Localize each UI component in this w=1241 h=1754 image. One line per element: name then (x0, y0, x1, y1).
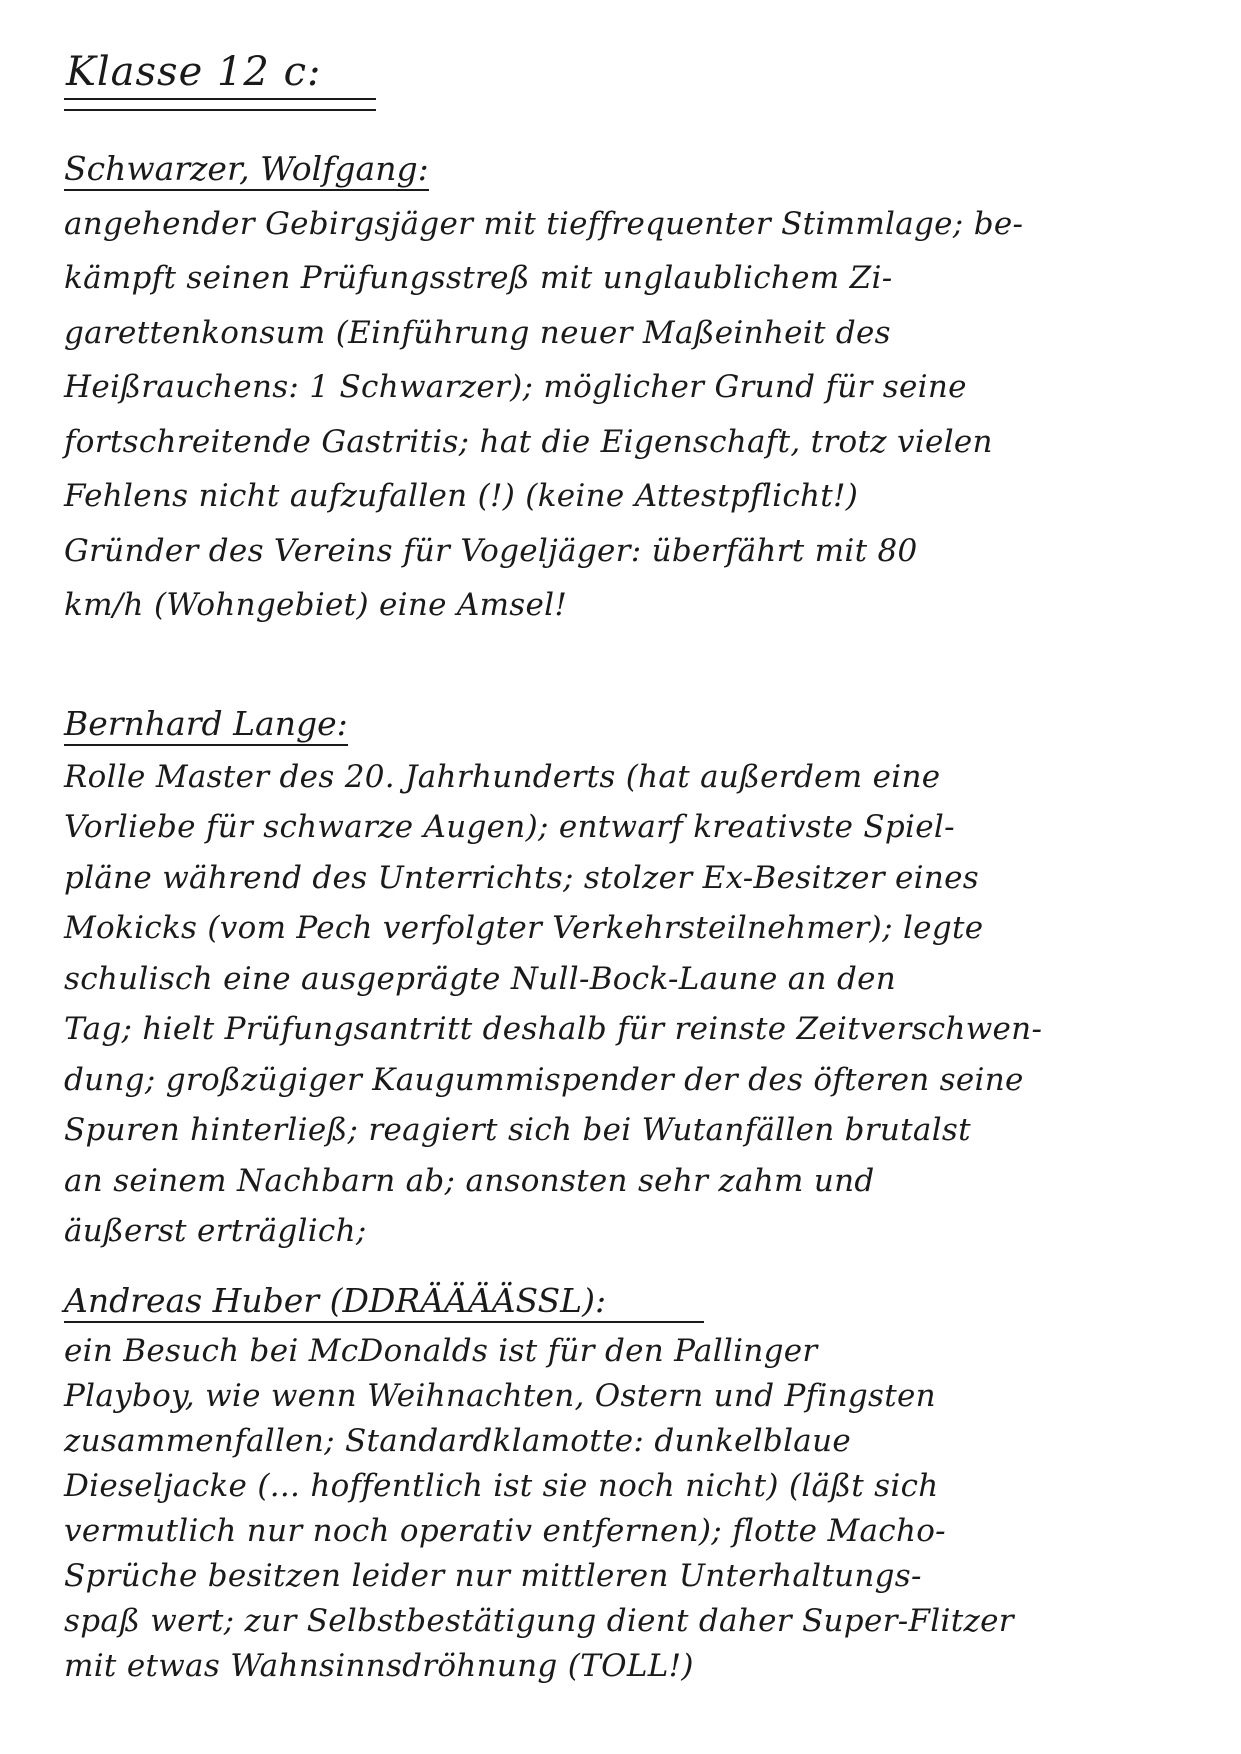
text-line: zusammenfallen; Standardklamotte: dunkelblaue (64, 1422, 851, 1459)
text-line: ein Besuch bei McDonalds ist für den Pallinger (64, 1332, 818, 1369)
text-line: an seinem Nachbarn ab; ansonsten sehr zahm und (64, 1162, 875, 1199)
text-line: Sprüche besitzen leider nur mittleren Unterhaltungs- (64, 1557, 922, 1594)
text-line: spaß wert; zur Selbstbestätigung dient daher Super-Flitzer (64, 1602, 1014, 1639)
text-line: äußerst erträglich; (64, 1213, 367, 1250)
text-line: Mokicks (vom Pech verfolgter Verkehrsteilnehmer); legte (64, 910, 984, 947)
text-line: mit etwas Wahnsinnsdröhnung (TOLL!) (64, 1647, 694, 1684)
section-heading: Andreas Huber (DDRÄÄÄÄSSL): (64, 1282, 704, 1323)
section-body (64, 752, 1174, 1257)
text-line: garettenkonsum (Einführung neuer Maßeinheit des (64, 314, 891, 351)
text-line: angehender Gebirgsjäger mit tieffrequenter Stimmlage; be- (64, 205, 1024, 242)
text-line: vermutlich nur noch operativ entfernen); flotte Macho- (64, 1512, 946, 1549)
section-body (64, 197, 1174, 633)
section-huber (64, 1282, 1174, 1689)
text-line: Spuren hinterließ; reagiert sich bei Wutanfällen brutalst (64, 1112, 971, 1149)
text-line: kämpft seinen Prüfungsstreß mit unglaublichem Zi- (64, 260, 893, 297)
text-line: Fehlens nicht aufzufallen (!) (keine Attestpflicht!) (64, 478, 859, 515)
text-line: km/h (Wohngebiet) eine Amsel! (64, 587, 568, 624)
text-line: Heißrauchens: 1 Schwarzer); möglicher Grund für seine (64, 369, 967, 406)
text-line: fortschreitende Gastritis; hat die Eigenschaft, trotz vielen (64, 423, 993, 460)
section-lange (64, 705, 1174, 1257)
title-double-underline (64, 98, 376, 111)
text-line: pläne während des Unterrichts; stolzer Ex-Besitzer eines (64, 859, 979, 896)
section-body (64, 1329, 1174, 1689)
text-line: Rolle Master des 20. Jahrhunderts (hat außerdem eine (64, 758, 941, 795)
text-line: Vorliebe für schwarze Augen); entwarf kreativste Spiel- (64, 809, 955, 846)
section-schwarzer (64, 150, 1174, 633)
text-line: dung; großzügiger Kaugummispender der des öfteren seine (64, 1061, 1024, 1098)
text-line: Gründer des Vereins für Vogeljäger: überfährt mit 80 (64, 532, 918, 569)
section-heading: Bernhard Lange: (64, 705, 348, 746)
text-line: Dieseljacke (... hoffentlich ist sie noch nicht) (läßt sich (64, 1467, 939, 1504)
text-line: Playboy, wie wenn Weihnachten, Ostern und Pfingsten (64, 1377, 936, 1414)
page-title: Klasse 12 c: (66, 49, 322, 95)
text-line: Tag; hielt Prüfungsantritt deshalb für reinste Zeitverschwen- (64, 1011, 1043, 1048)
section-heading: Schwarzer, Wolfgang: (64, 150, 429, 191)
text-line: schulisch eine ausgeprägte Null-Bock-Laune an den (64, 960, 897, 997)
